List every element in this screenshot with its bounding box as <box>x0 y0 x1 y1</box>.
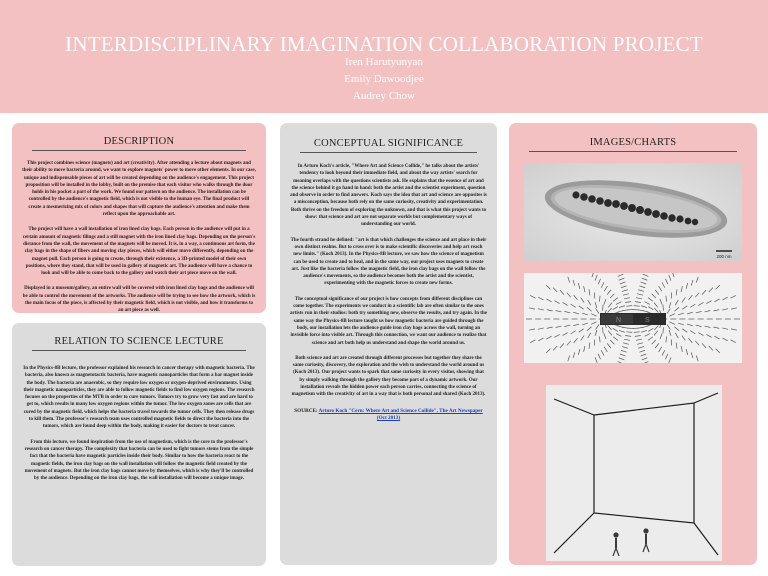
conceptual-paragraph: The conceptual significance of our project is how concepts from different disciplines can come together. The experiments we conduct in a scientific lab are often similar to the ones artists run in their studios: both try something new, observe the results, and try again. In the same way the Physics-8B lecture taught us how magnetic bacteria are guided through the body, our installation lets the audience guide iron clay bags across the wall, turning an invisible force into visible art. Through this connection, we want our audience to realize that science and art both help us understand and shape the world around us. <box>290 296 487 346</box>
conceptual-title: CONCEPTUAL SIGNIFICANCE <box>313 138 464 149</box>
description-title: DESCRIPTION <box>103 136 175 147</box>
images-title: IMAGES/CHARTS <box>589 137 677 148</box>
source-label: SOURCE: <box>294 407 318 414</box>
description-paragraph: This project combines science (magnets) and art (creativity). After attending a lecture about magnets and their ability to move bacteria around, we want to explore magnets' power to move other elements. In our case, unique and indispensable pieces of art will be created depending on the audience's engagement. This project proposition will be installed in the lobby, built on the premise that each visitor who walks through the door holds in his pocket a part of the work. We found our pattern on the audience. The installation can be controlled by the audience's magnetic field, which is not visible to the human eye. The final product will create a mesmerizing mix of colors and shapes that will capture the audience's attention and make them reflect upon the approachable art. <box>22 161 256 218</box>
relation-divider <box>32 350 246 351</box>
scale-label: 200 nm <box>716 254 732 259</box>
poster-header <box>0 0 768 112</box>
description-panel <box>12 123 266 313</box>
description-paragraph: Displayed in a museum/gallery, an entire wall will be covered with iron lined clay bags and the audience will be able to control the movement of the artworks. The audience will be trying to see how the artwork, which is the main focus of the piece, is affected by their magnetic field, which is not visible, and how it transforms to an art piece as well. <box>22 286 256 314</box>
installation-sketch <box>546 385 722 561</box>
relation-paragraph: From this lecture, we found inspiration from the use of magnetism, which is the core to the professor's research on cancer therapy. The complexity that bacteria can be used to fight tumors stems from the simple fact that the bacteria have magnetic particles inside their body. Similar to how the bacteria react to the magnetic fields, the iron clay bags on the wall installation will follow the magnetic field created by the movement of magnets. But the iron clay bags cannot move by themselves, which is why they'll be controlled by the audience. Depending on the iron clay bags, the wall installation will become a unique image. <box>24 439 254 482</box>
author-2: Emily Dawoodjee <box>344 73 424 85</box>
conceptual-paragraph: In Arturo Koch's article, "Where Art and Science Collide," he talks about the artists' tendency to look beyond their immediate field, and about the way artists' search for meaning overlaps with the questions scientists ask. He explains that the essence of art and the science behind it go hand in hand: both the artist and the scientist experiment, question and observe in order to find answers. Koch says the idea that art and science are opposites is a misconception, because both rely on the same curiosity, creativity and experimentation. Both thrive on the freedom of exploring the unknown, and that is what this project wants to show: that science and art are not separate worlds but complementary ways of understanding our world. <box>290 164 487 228</box>
description-paragraph: The project will have a wall installation of iron lined clay bags. Each person in the audience will put in a certain amount of magnetic filings and a still magnet with the iron lined clay bags. Depending on the person's distance from the wall, the movement of the magnets will be moved. It is, in a way, a continuous art form, the clay bags in the shape of fibers and moving clay pieces, which will either move differently, depending on the magnet pull. Each person is going to create, through their existence, a 3D-printed model of their own positions, where they stand, that will be used in gallery of magnetic art. The audience will have a chance to look and will be able to come back to the gallery and watch their art piece move on the wall. <box>22 227 256 277</box>
svg-text:N: N <box>616 317 622 324</box>
conceptual-paragraph: The fourth strand he defined: "art is that which challenges the science and art place in their own distinct realms. But to cross over is to make scientific discoveries and help art reach new limits." (Koch 2013). In the Physics-8B lecture, we saw how the science of magnetism can be used to create and to heal, and in the same way, our project uses magnets to create art. Just like the bacteria follow the magnetic field, the iron clay bags on the wall follow the audience's movements, so the audience becomes both the artist and the scientist, experimenting with the magnetic forces to create new forms. <box>290 237 487 287</box>
author-3: Audrey Chow <box>352 90 416 102</box>
conceptual-panel <box>280 123 497 565</box>
poster-title: INTERDISCIPLINARY IMAGINATION COLLABORATION PROJECT <box>65 32 703 56</box>
magnet-iron-filings <box>524 273 742 363</box>
relation-title: RELATION TO SCIENCE LECTURE <box>54 336 224 347</box>
description-divider <box>32 150 246 151</box>
source-citation <box>290 408 487 423</box>
svg-text:S: S <box>645 317 650 324</box>
bacteria-micrograph <box>524 163 742 261</box>
conceptual-divider <box>300 152 477 153</box>
relation-panel <box>12 323 266 566</box>
relation-paragraph: In the Physics-8B lecture, the professor explained his research in cancer therapy with magnetic bacteria. The bacteria, also known as magnetotactic bacteria, have magnetic nanoparticles that form a bar magnet inside the body. The bacteria are anaerobic, so they require low oxygen or oxygen-deprived environments. Using their magnetic nanoparticles, they are able to follow magnetic fields to find low oxygen regions. The research focuses on the properties of the MTB in order to cure tumors. Tumors try to grow very fast and are hard to get to, which results in many low oxygen regions within the tumor. The low oxygen zones are cells that are cured by the magnetic field, which helps the bacteria travel towards the tumor cells. They then release drugs to kill them. The professor's research team uses controlled magnetic fields to direct the bacteria into the tumors, which are found deep within the body, making it easier for doctors to treat cancer. <box>23 366 255 430</box>
conceptual-paragraph: Both science and art are created through different processes but together they share the same curiosity, discovery, the exploration and the wish to understand the world around us (Koch 2013). Our project wants to spark that same curiosity in every visitor, showing that by simply walking through the gallery they become part of a dynamic artwork. Our installation reveals the hidden power each person carries, connecting the science of magnetism with the creativity of art in a way that is both personal and shared (Koch 2013). <box>291 355 486 398</box>
author-1: Iren Harutyunyan <box>345 56 423 68</box>
images-divider <box>529 151 737 152</box>
source-link[interactable]: Arturo Koch "Cern: Where Art and Science Collide", The Art Newspaper (Oct 2013) <box>318 407 483 422</box>
